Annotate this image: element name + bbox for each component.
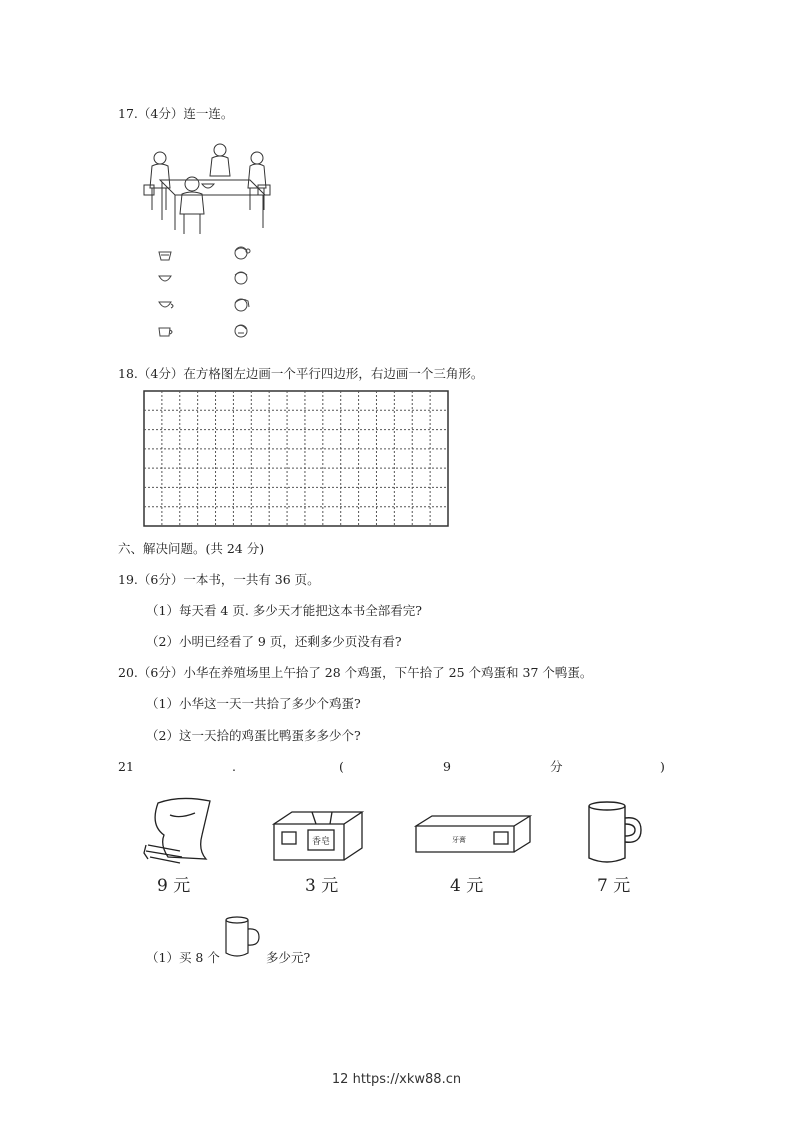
cup-icon: [159, 252, 171, 260]
head-icon: [235, 272, 247, 284]
square-grid-worksheet: [143, 390, 449, 527]
q19-title: 19.（6分）一本书，一共有 36 页。: [118, 572, 320, 587]
head-icon: [235, 247, 250, 259]
soap-price: 3 元: [305, 876, 339, 896]
toothpaste-price: 4 元: [450, 876, 484, 896]
q19-sub1: （1）每天看 4 页. 多少天才能把这本书全部看完?: [146, 603, 423, 618]
towel-image: [140, 795, 215, 865]
q19-sub2: （2）小明已经看了 9 页，还剩多少页没有看?: [146, 634, 402, 649]
q21-dot: .: [232, 759, 236, 774]
mug-image: [585, 800, 645, 866]
section-6-heading: 六、解决问题。(共 24 分): [118, 541, 265, 556]
toothpaste-label: 牙膏: [452, 836, 466, 844]
q21-sub1-before: （1）买 8 个: [146, 950, 220, 965]
q21-sub1-after: 多少元?: [266, 950, 311, 965]
cup-icon: [159, 302, 173, 308]
mug-price: 7 元: [597, 876, 631, 896]
bowl-icon: [159, 276, 171, 281]
cup-icons-column: [155, 248, 177, 338]
q18-title: 18.（4分）在方格图左边画一个平行四边形，右边画一个三角形。: [118, 366, 484, 381]
head-icon: [235, 325, 247, 337]
q17-title: 17.（4分）连一连。: [118, 106, 234, 121]
towel-price: 9 元: [157, 876, 191, 896]
mug-icon: [222, 915, 264, 959]
cup-icon: [159, 328, 172, 336]
soap-box-image: [272, 808, 364, 864]
q21-unit: 分: [550, 759, 563, 774]
page-footer: 12 https://xkw88.cn: [331, 1072, 462, 1087]
q21-number: 21: [118, 759, 134, 774]
q20-sub2: （2）这一天拾的鸡蛋比鸭蛋多多少个?: [146, 728, 361, 743]
dining-table-scene-image: [140, 140, 275, 240]
q21-right-paren: ): [660, 759, 665, 774]
q21-left-paren: (: [339, 759, 344, 774]
q20-sub1: （1）小华这一天一共拾了多少个鸡蛋?: [146, 696, 361, 711]
head-icon: [235, 299, 249, 311]
soap-label: 香皂: [311, 837, 331, 847]
q21-score: 9: [443, 759, 451, 774]
head-icons-column: [231, 245, 253, 341]
toothpaste-box-image: [414, 814, 532, 854]
q20-title: 20.（6分）小华在养殖场里上午拾了 28 个鸡蛋，下午拾了 25 个鸡蛋和 37 个鸭蛋。: [118, 665, 593, 680]
